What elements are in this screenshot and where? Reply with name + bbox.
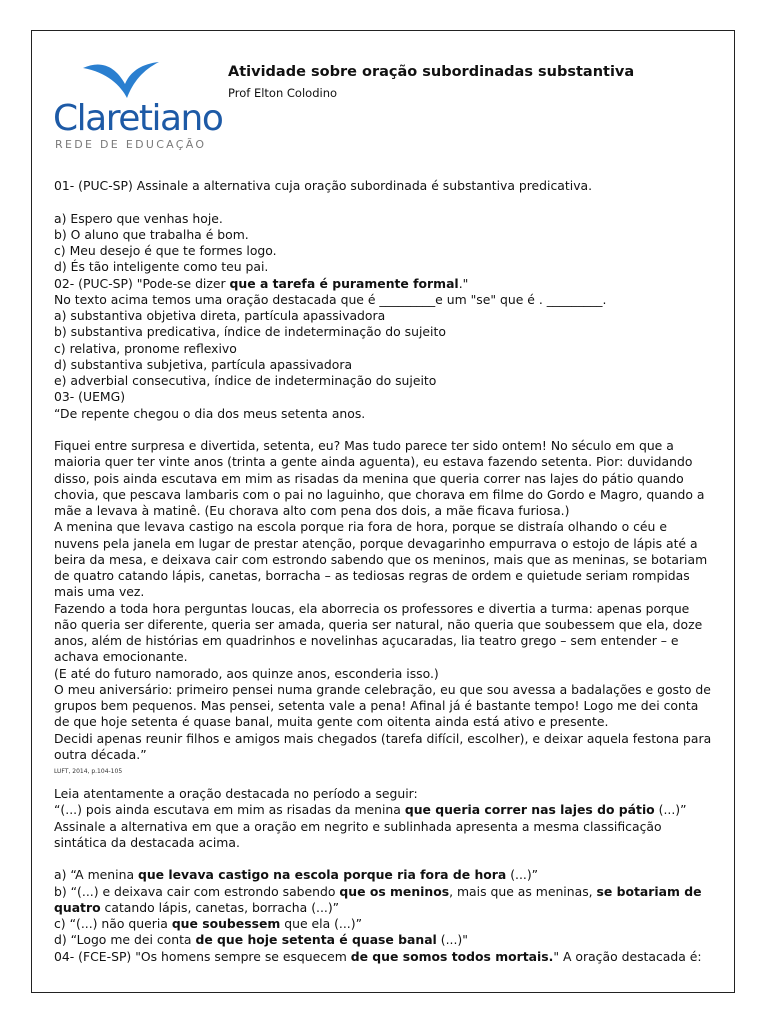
- claretiano-logo: [53, 58, 223, 153]
- q3-excerpt: “(...) pois ainda escutava em mim as risadas da menina que queria correr nas lajes do pátio (...)”: [54, 802, 687, 818]
- q3-paragraph: Decidi apenas reunir filhos e amigos mais chegados (tarefa difícil, escolher), e deixar aquela festona para outra década.”: [54, 730, 712, 762]
- q2-option-a: a) substantiva objetiva direta, partícula apassivadora: [54, 308, 386, 323]
- q3-option-d: d) “Logo me dei conta de que hoje setenta é quase banal (...)": [54, 932, 468, 948]
- q3-instruction-2: Assinale a alternativa em que a oração em negrito e sublinhada apresenta a mesma classificação sintática da destacada acima.: [54, 818, 662, 850]
- q1-option-a: a) Espero que venhas hoje.: [54, 210, 223, 226]
- q1-option-c: c) Meu desejo é que te formes logo.: [54, 243, 277, 258]
- q3-option-c: c) “(...) não queria que soubessem que ela (...)”: [54, 916, 363, 931]
- question-4-stem: 04- (FCE-SP) "Os homens sempre se esquecem de que somos todos mortais." A oração destacada é:: [54, 948, 702, 964]
- q2-highlight: que a tarefa é puramente formal: [229, 275, 459, 291]
- document-title: Atividade sobre oração subordinadas substantiva: [228, 64, 635, 80]
- logo-wordmark: Claretiano: [53, 98, 223, 139]
- q2-option-b: b) substantiva predicativa, índice de indeterminação do sujeito: [54, 324, 446, 340]
- q1-option-d: d) És tão inteligente como teu pai.: [54, 259, 269, 275]
- q2-option-c: c) relativa, pronome reflexivo: [54, 340, 237, 356]
- q3-paragraph: Fiquei entre surpresa e divertida, setenta, eu? Mas tudo parece ter sido ontem! No século em que a maioria quer ter vinte anos (trinta a gente ainda aguenta), eu estava fazendo setenta. Pior: duvidando disso, pois ainda escutava em mim as risadas da menina que queria correr nas lajes do pátio quando chovia, que pescava lambaris com o pai no laguinho, que chorava em filme do Gordo e Magro, quando a mãe a levava à matinê. (Eu chorava alto com pena dos dois, a mãe ficava furiosa.): [54, 438, 705, 518]
- q3-paragraph: (E até do futuro namorado, aos quinze anos, esconderia isso.): [54, 665, 439, 681]
- q3-quote-open: “De repente chegou o dia dos meus setenta anos.: [54, 405, 366, 421]
- question-1-stem: 01- (PUC-SP) Assinale a alternativa cuja oração subordinada é substantiva predicativa.: [54, 178, 593, 193]
- question-2-stem: 02- (PUC-SP) "Pode-se dizer que a tarefa é puramente formal.": [54, 275, 469, 291]
- logo-tagline: REDE DE EDUCAÇÃO: [55, 138, 207, 151]
- q1-option-b: b) O aluno que trabalha é bom.: [54, 226, 249, 242]
- q3-option-b: b) “(...) e deixava cair com estrondo sabendo que os meninos, mais que as meninas, se botariam de quatro catando lápis, canetas, borracha (...)”: [54, 883, 702, 915]
- q2-option-d: d) substantiva subjetiva, partícula apassivadora: [54, 356, 353, 372]
- q3-paragraph: O meu aniversário: primeiro pensei numa grande celebração, eu que sou avessa a badalações e gosto de grupos bem pequenos. Mas pensei, setenta vale a pena! Afinal já é bastante tempo! Logo me dei conta de que hoje setenta é quase banal, muita gente com oitenta ainda está ativo e presente.: [54, 681, 711, 730]
- q3-paragraph: Fazendo a toda hora perguntas loucas, ela aborrecia os professores e divertia a turma: apenas porque não queria ser diferente, queria ser amada, queria ser natural, não queria que soubessem que ela, doze anos, além de histórias em quadrinhos e novelinhas açucaradas, lia teatro grego – sem entender – e achava emocionante.: [54, 600, 703, 665]
- q3-instruction-1: Leia atentamente a oração destacada no período a seguir:: [54, 786, 418, 801]
- q3-reference: LUFT, 2014, p.104-105: [54, 768, 123, 775]
- q3-option-a: a) “A menina que levava castigo na escola porque ria fora de hora (...)”: [54, 867, 539, 883]
- q3-paragraph: A menina que levava castigo na escola porque ria fora de hora, porque se distraía olhando o céu e nuvens pela janela em lugar de prestar atenção, porque devagarinho empurrava o estojo de lápis até a beira da mesa, e deixava cair com estrondo sabendo que os meninos, mais que as meninas, se botariam de quatro catando lápis, canetas, borracha – as tediosas regras de ordem e quietude seriam rompidas mais uma vez.: [54, 519, 708, 600]
- question-2-line2: No texto acima temos uma oração destacada que é _________e um "se" que é . _________.: [54, 291, 607, 307]
- document-body: [54, 178, 714, 965]
- document-author: Prof Elton Colodino: [228, 86, 338, 100]
- bird-icon: [81, 58, 161, 103]
- q2-option-e: e) adverbial consecutiva, índice de indeterminação do sujeito: [54, 373, 437, 388]
- question-3-source: 03- (UEMG): [54, 389, 126, 405]
